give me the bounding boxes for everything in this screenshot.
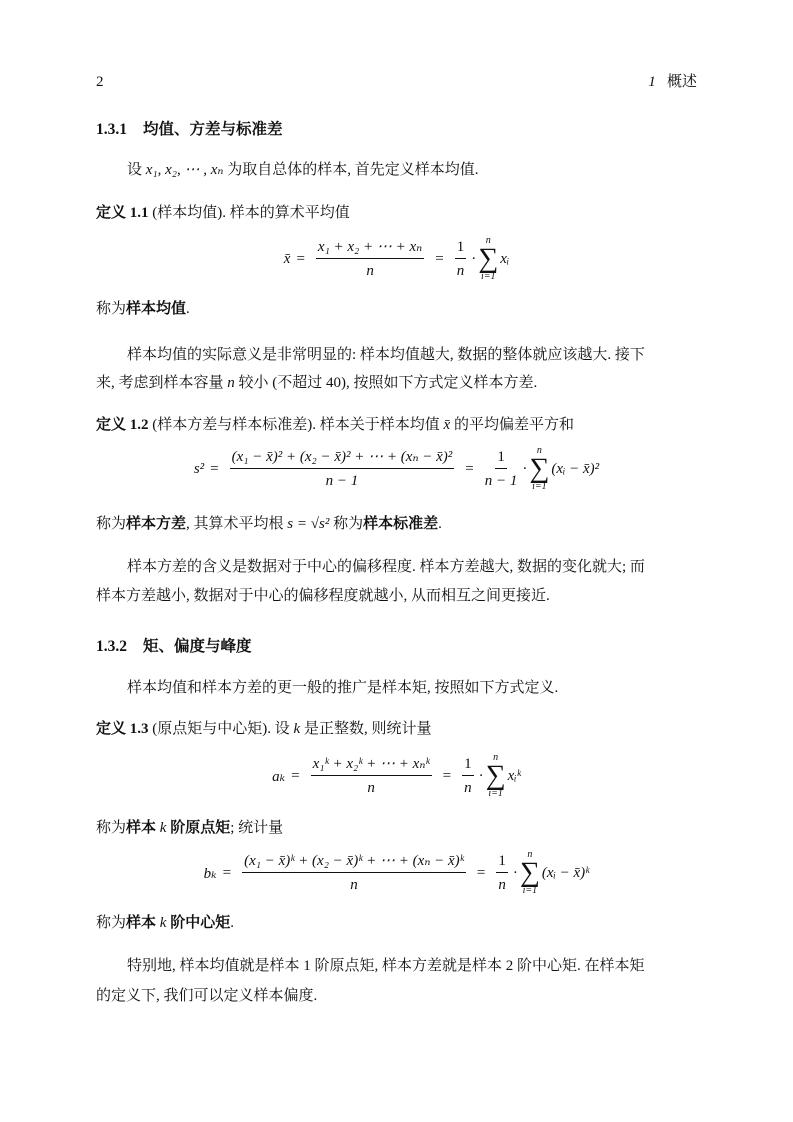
formula-sample-mean bbox=[0, 236, 793, 282]
summation bbox=[520, 850, 540, 896]
sum-lower: i=1 bbox=[532, 481, 547, 492]
text: . bbox=[438, 516, 442, 532]
numerator: (x₁ − x̄)ᵏ + (x₂ − x̄)ᵏ + ⋯ + (xₙ − x̄)ᵏ bbox=[242, 852, 466, 873]
math: xᵢ bbox=[500, 250, 510, 267]
numerator: x₁ᵏ + x₂ᵏ + ⋯ + xₙᵏ bbox=[311, 755, 432, 776]
text: 设 bbox=[127, 162, 146, 178]
numerator: 1 bbox=[496, 852, 508, 873]
definition-label: 定义 1.1 bbox=[96, 205, 149, 221]
denominator: n − 1 bbox=[484, 473, 518, 489]
term: 样本 bbox=[126, 915, 160, 931]
sum-sign: ∑ bbox=[485, 760, 506, 791]
text: . bbox=[230, 915, 234, 931]
text: . bbox=[186, 301, 190, 317]
text: 为取自总体的样本, 首先定义样本均值. bbox=[223, 162, 479, 178]
term: 样本标准差 bbox=[363, 516, 439, 532]
paragraph bbox=[96, 299, 190, 319]
paragraph bbox=[127, 160, 479, 180]
text: 称为 bbox=[96, 820, 127, 836]
sum-upper: n bbox=[527, 849, 533, 860]
section-title: 均值、方差与标准差 bbox=[143, 121, 283, 138]
formula-sample-variance bbox=[0, 446, 793, 492]
fraction bbox=[496, 852, 508, 894]
math: = bbox=[210, 460, 219, 477]
chapter-title: 概述 bbox=[666, 74, 697, 90]
definition-text: 样本的算术平均值 bbox=[229, 205, 350, 221]
inline-math: k bbox=[159, 915, 167, 931]
text: 较小 (不超过 40), 按照如下方式定义样本方差. bbox=[234, 375, 538, 391]
paragraph: 样本均值和样本方差的更一般的推广是样本矩, 按照如下方式定义. bbox=[127, 680, 559, 696]
inline-math: k bbox=[159, 820, 167, 836]
math: = bbox=[465, 460, 474, 477]
math: = bbox=[296, 250, 305, 267]
math: aₖ bbox=[272, 768, 286, 785]
numerator: 1 bbox=[462, 755, 474, 776]
math: (xᵢ − x̄)² bbox=[551, 460, 600, 477]
sum-lower: i=1 bbox=[522, 885, 538, 896]
definition-text: 是正整数, 则统计量 bbox=[300, 721, 432, 737]
sum-sign: ∑ bbox=[529, 453, 550, 484]
section-title: 矩、偏度与峰度 bbox=[143, 638, 252, 655]
summation bbox=[486, 753, 506, 799]
inline-math: k bbox=[293, 721, 301, 737]
definition-1-3 bbox=[96, 719, 431, 739]
fraction bbox=[455, 238, 467, 280]
sum-lower: i=1 bbox=[488, 788, 503, 799]
definition-name: (样本均值). bbox=[148, 205, 230, 221]
denominator: n bbox=[367, 780, 375, 796]
denominator: n bbox=[464, 780, 472, 796]
chapter-number: 1 bbox=[648, 74, 656, 90]
sum-lower: i=1 bbox=[480, 271, 496, 282]
definition-text: 的平均偏差平方和 bbox=[450, 417, 574, 433]
math: xᵢᵏ bbox=[507, 767, 521, 784]
formula-central-moment bbox=[0, 850, 793, 896]
inline-math: n bbox=[227, 375, 235, 391]
section-heading-1-3-2 bbox=[96, 637, 252, 657]
text: 称为 bbox=[96, 516, 127, 532]
math: bₖ bbox=[203, 865, 217, 882]
inline-math: s = √s² bbox=[287, 516, 330, 532]
math: x̄ bbox=[283, 250, 291, 267]
text: 称为 bbox=[96, 915, 127, 931]
definition-1-1 bbox=[96, 203, 350, 223]
page-number: 2 bbox=[96, 74, 104, 90]
sum-sign: ∑ bbox=[519, 857, 540, 888]
math: · bbox=[471, 250, 477, 267]
section-heading-1-3-1 bbox=[96, 120, 283, 140]
inline-math: x₁, x₂, ⋯ , xₙ bbox=[145, 162, 224, 178]
denominator: n bbox=[456, 263, 465, 279]
definition-text: 设 bbox=[274, 721, 294, 737]
math: (xᵢ − x̄)ᵏ bbox=[541, 864, 590, 881]
fraction bbox=[316, 238, 424, 280]
fraction bbox=[230, 448, 455, 490]
inline-math: x̄ bbox=[443, 417, 451, 433]
text: , 其算术平均根 bbox=[186, 516, 288, 532]
sum-upper: n bbox=[493, 752, 499, 763]
paragraph-line: 样本方差越小, 数据对于中心的偏移程度就越小, 从而相互之间更接近. bbox=[96, 588, 550, 604]
paragraph bbox=[96, 913, 234, 933]
math: s² bbox=[193, 460, 205, 477]
math: = bbox=[435, 250, 444, 267]
definition-text: 样本关于样本均值 bbox=[319, 417, 444, 433]
math: = bbox=[222, 864, 232, 881]
paragraph-line: 特别地, 样本均值就是样本 1 阶原点矩, 样本方差就是样本 2 阶中心矩. 在样本矩 bbox=[127, 958, 645, 974]
text: 来, 考虑到样本容量 bbox=[96, 375, 228, 391]
term: 样本均值 bbox=[126, 301, 187, 317]
term: 阶中心矩 bbox=[166, 915, 231, 931]
math: · bbox=[512, 864, 518, 881]
fraction bbox=[485, 448, 518, 490]
math: = bbox=[291, 767, 300, 784]
numerator: x₁ + x₂ + ⋯ + xₙ bbox=[316, 238, 424, 259]
summation bbox=[478, 236, 498, 282]
math: · bbox=[522, 460, 528, 477]
math: = bbox=[442, 767, 452, 784]
sum-upper: n bbox=[536, 445, 542, 456]
math: = bbox=[476, 864, 486, 881]
paragraph bbox=[96, 514, 442, 534]
text: ; 统计量 bbox=[230, 820, 284, 836]
denominator: n bbox=[366, 263, 374, 279]
numerator: (x₁ − x̄)² + (x₂ − x̄)² + ⋯ + (xₙ − x̄)² bbox=[230, 448, 455, 469]
definition-label: 定义 1.2 bbox=[96, 417, 149, 433]
definition-1-2 bbox=[96, 415, 574, 435]
denominator: n − 1 bbox=[325, 473, 359, 489]
paragraph-line: 样本均值的实际意义是非常明显的: 样本均值越大, 数据的整体就应该越大. 接下 bbox=[127, 347, 645, 363]
fraction bbox=[311, 755, 432, 797]
definition-name: (样本方差与样本标准差). bbox=[148, 417, 320, 433]
term: 样本方差 bbox=[126, 516, 187, 532]
sum-upper: n bbox=[485, 235, 491, 246]
term: 样本 bbox=[126, 820, 160, 836]
numerator: 1 bbox=[455, 238, 467, 259]
definition-name: (原点矩与中心矩). bbox=[148, 721, 275, 737]
section-number: 1.3.2 bbox=[96, 638, 127, 655]
fraction bbox=[462, 755, 474, 797]
numerator: 1 bbox=[495, 448, 507, 469]
summation bbox=[529, 446, 549, 492]
term: 阶原点矩 bbox=[166, 820, 231, 836]
paragraph bbox=[96, 818, 283, 838]
text: 称为 bbox=[329, 516, 364, 532]
math: · bbox=[478, 767, 484, 784]
paragraph-line bbox=[96, 373, 537, 393]
text: 称为 bbox=[96, 301, 127, 317]
fraction bbox=[242, 852, 466, 894]
running-header bbox=[648, 72, 697, 92]
paragraph-line: 样本方差的含义是数据对于中心的偏移程度. 样本方差越大, 数据的变化就大; 而 bbox=[127, 559, 645, 575]
definition-label: 定义 1.3 bbox=[96, 721, 149, 737]
denominator: n bbox=[350, 877, 358, 893]
section-number: 1.3.1 bbox=[96, 121, 127, 138]
sum-sign: ∑ bbox=[478, 243, 499, 274]
formula-raw-moment bbox=[0, 753, 793, 799]
paragraph-line: 的定义下, 我们可以定义样本偏度. bbox=[96, 988, 318, 1004]
denominator: n bbox=[498, 877, 506, 893]
